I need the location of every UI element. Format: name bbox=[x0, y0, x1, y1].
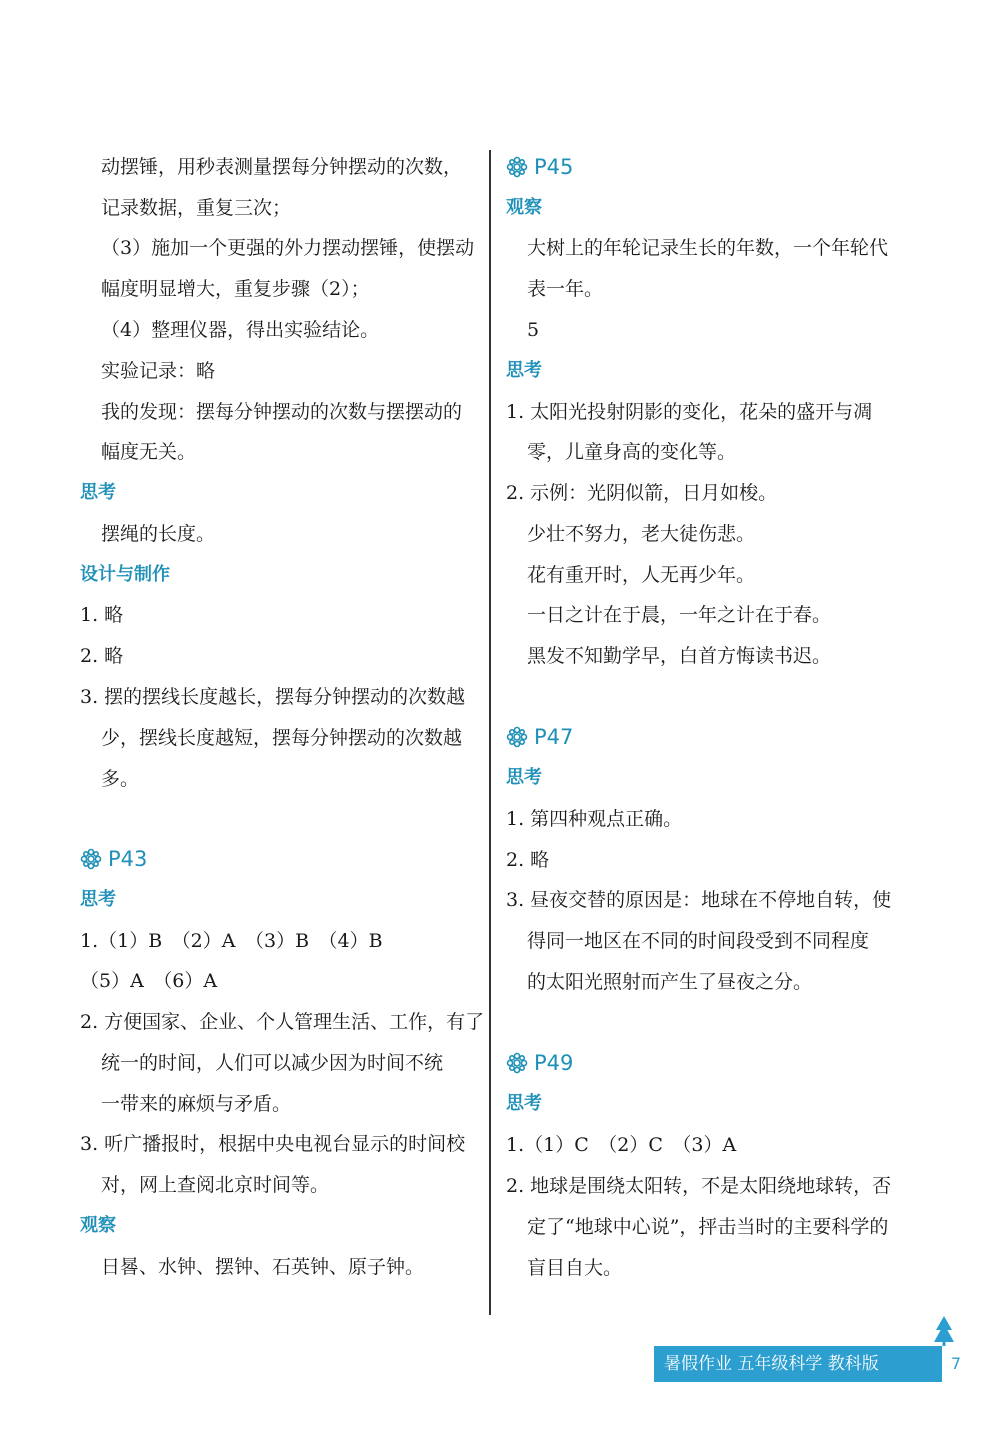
text-line: 少，摆线长度越短，摆每分钟摆动的次数越 bbox=[101, 727, 463, 749]
section-title: P45 bbox=[534, 155, 574, 179]
text-line: 3. 摆的摆线长度越长，摆每分钟摆动的次数越 bbox=[80, 686, 466, 708]
text-line: 我的发现：摆每分钟摆动的次数与摆摆动的 bbox=[101, 401, 463, 423]
heading-design-make: 设计与制作 bbox=[80, 564, 170, 585]
text-line: 摆绳的长度。 bbox=[101, 523, 216, 545]
text-line: 日晷、水钟、摆钟、石英钟、原子钟。 bbox=[101, 1256, 425, 1278]
text-line: 幅度明显增大，重复步骤（2）； bbox=[101, 278, 370, 300]
heading-think: 思考 bbox=[506, 767, 542, 788]
section-title: P49 bbox=[534, 1051, 574, 1075]
section-header-p47 bbox=[506, 722, 926, 752]
text-line: 大树上的年轮记录生长的年数，一个年轮代 bbox=[527, 237, 889, 259]
text-line: 得同一地区在不同的时间段受到不同程度 bbox=[527, 930, 870, 952]
text-line: 对，网上查阅北京时间等。 bbox=[101, 1174, 330, 1196]
heading-think: 思考 bbox=[80, 482, 116, 503]
text-line: 记录数据，重复三次； bbox=[101, 197, 292, 219]
text-line: 2. 方便国家、企业、个人管理生活、工作，有了 bbox=[80, 1011, 485, 1033]
text-line: 多。 bbox=[101, 768, 140, 790]
text-line: （5）A （6）A bbox=[80, 970, 218, 992]
heading-observe: 观察 bbox=[506, 197, 542, 218]
text-line: 3. 昼夜交替的原因是：地球在不停地自转，使 bbox=[506, 889, 892, 911]
text-line: （3）施加一个更强的外力摆动摆锤，使摆动 bbox=[101, 237, 475, 259]
footer-banner: 暑假作业 五年级科学 教科版 bbox=[654, 1346, 942, 1382]
text-line: 1.（1）B （2）A （3）B （4）B bbox=[80, 930, 383, 952]
flower-icon bbox=[506, 156, 528, 178]
text-line: 1. 略 bbox=[80, 604, 124, 626]
text-line: 定了“地球中心说”，抨击当时的主要科学的 bbox=[527, 1216, 889, 1238]
text-line: 一带来的麻烦与矛盾。 bbox=[101, 1093, 292, 1115]
text-line: 2. 略 bbox=[80, 645, 124, 667]
section-header-p45 bbox=[506, 152, 926, 182]
heading-think: 思考 bbox=[506, 360, 542, 381]
text-line: 黑发不知勤学早，白首方悔读书迟。 bbox=[527, 645, 832, 667]
text-line: 幅度无关。 bbox=[101, 441, 197, 463]
text-line: 表一年。 bbox=[527, 278, 604, 300]
heading-think: 思考 bbox=[80, 889, 116, 910]
text-line: 一日之计在于晨，一年之计在于春。 bbox=[527, 604, 832, 626]
heading-observe: 观察 bbox=[80, 1215, 116, 1236]
text-line: 的太阳光照射而产生了昼夜之分。 bbox=[527, 971, 813, 993]
text-line: 2. 略 bbox=[506, 849, 550, 871]
text-line: 统一的时间，人们可以减少因为时间不统 bbox=[101, 1052, 444, 1074]
section-title: P47 bbox=[534, 725, 574, 749]
text-line: 动摆锤，用秒表测量摆每分钟摆动的次数， bbox=[101, 156, 463, 178]
heading-think: 思考 bbox=[506, 1093, 542, 1114]
text-line: （4）整理仪器，得出实验结论。 bbox=[101, 319, 380, 341]
text-line: 1. 第四种观点正确。 bbox=[506, 808, 683, 830]
text-line: 花有重开时，人无再少年。 bbox=[527, 564, 756, 586]
text-line: 少壮不努力，老大徒伤悲。 bbox=[527, 523, 756, 545]
text-line: 2. 示例：光阴似箭，日月如梭。 bbox=[506, 482, 778, 504]
page-number: 7 bbox=[950, 1354, 962, 1373]
flower-icon bbox=[80, 848, 102, 870]
pine-tree-icon bbox=[934, 1316, 954, 1346]
text-line: 5 bbox=[527, 319, 540, 341]
flower-icon bbox=[506, 726, 528, 748]
section-title: P43 bbox=[108, 847, 148, 871]
text-line: 零，儿童身高的变化等。 bbox=[527, 441, 737, 463]
text-line: 1.（1）C （2）C （3）A bbox=[506, 1134, 737, 1156]
text-line: 实验记录：略 bbox=[101, 360, 216, 382]
text-line: 盲目自大。 bbox=[527, 1257, 623, 1279]
text-line: 2. 地球是围绕太阳转，不是太阳绕地球转，否 bbox=[506, 1175, 892, 1197]
text-line: 1. 太阳光投射阴影的变化，花朵的盛开与凋 bbox=[506, 401, 873, 423]
section-header-p43 bbox=[80, 844, 500, 874]
section-header-p49 bbox=[506, 1048, 926, 1078]
flower-icon bbox=[506, 1052, 528, 1074]
text-line: 3. 听广播报时，根据中央电视台显示的时间校 bbox=[80, 1133, 466, 1155]
